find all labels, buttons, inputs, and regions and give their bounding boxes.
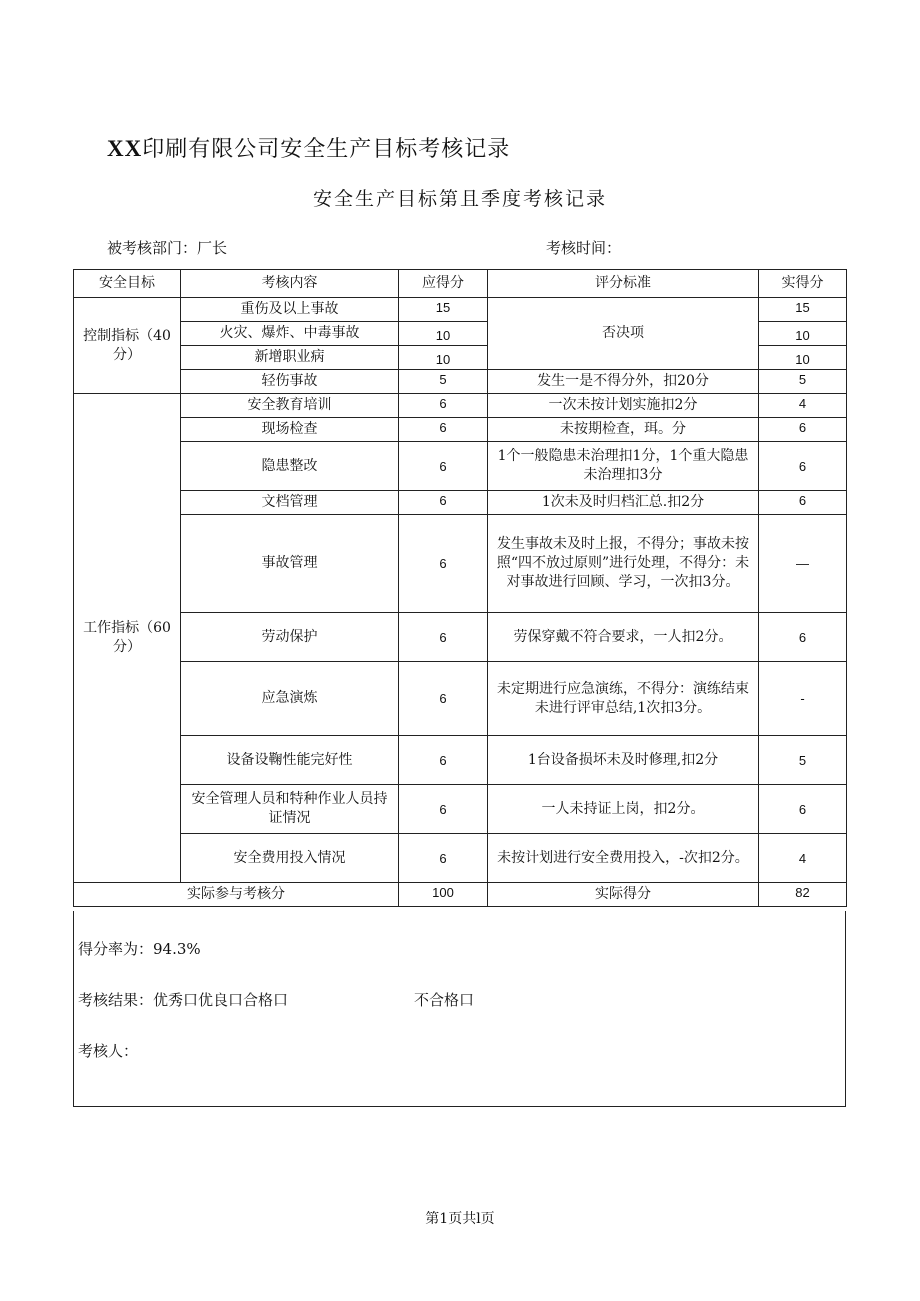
table-row [74,491,847,515]
table-row [74,785,847,834]
actual-score-cell: 5 [759,370,847,394]
table-row [74,370,847,394]
document-title [107,132,510,163]
assessment-result: 考核结果：优秀口优良口合格口 [78,991,289,1009]
due-score-cell: 15 [399,298,488,322]
actual-score-cell: 6 [759,491,847,515]
assessment-table [73,269,847,907]
table-row [74,515,847,613]
actual-score-cell: - [759,662,847,736]
content-cell: 火灾、爆炸、中毒事故 [181,322,399,346]
criteria-cell: 未按期检查，珥。分 [488,418,759,442]
company-name: XX [107,136,143,161]
due-score-cell: 6 [399,491,488,515]
table-row [74,662,847,736]
actual-score-cell: 6 [759,613,847,662]
header-cell: 安全目标 [74,270,181,298]
actual-score-cell: 6 [759,785,847,834]
assessment-time-label: 考核时间： [546,239,622,257]
content-cell: 劳动保护 [181,613,399,662]
actual-score-cell: 10 [759,322,847,346]
actual-score-cell: 5 [759,736,847,785]
due-score-cell: 6 [399,394,488,418]
work-category-cell: 工作指标（60分） [74,394,181,883]
due-score-cell: 6 [399,662,488,736]
due-score-cell: 6 [399,834,488,883]
content-cell: 文档管理 [181,491,399,515]
criteria-cell: 未按计划进行安全费用投入，-次扣2分。 [488,834,759,883]
table-row [74,613,847,662]
document-subtitle: 安全生产目标第且季度考核记录 [312,188,607,210]
table-row [74,394,847,418]
due-score-cell: 10 [399,322,488,346]
criteria-cell: 劳保穿戴不符合要求，一人扣2分。 [488,613,759,662]
content-cell: 重伤及以上事故 [181,298,399,322]
due-score-cell: 5 [399,370,488,394]
table-row [74,736,847,785]
criteria-cell: 1个一般隐患未治理扣1分，1个重大隐患未治理扣3分 [488,442,759,491]
content-cell: 轻伤事故 [181,370,399,394]
criteria-cell: 未定期进行应急演练，不得分：演练结束未进行评审总结,1次扣3分。 [488,662,759,736]
total-due-cell: 100 [399,883,488,907]
content-cell: 现场检查 [181,418,399,442]
criteria-cell: 一人未持证上岗，扣2分。 [488,785,759,834]
content-cell: 新增职业病 [181,346,399,370]
department-label: 被考核部门：厂长 [107,239,228,257]
actual-score-cell: 4 [759,834,847,883]
total-row [74,883,847,907]
content-cell: 应急演炼 [181,662,399,736]
actual-score-cell: 6 [759,442,847,491]
criteria-cell: 1次未及时归档汇总.扣2分 [488,491,759,515]
assessment-summary-box [73,911,846,1107]
criteria-cell: 否决项 [488,298,759,370]
due-score-cell: 6 [399,785,488,834]
score-rate: 得分率为：94.3% [78,940,201,958]
table-header-row [74,270,847,298]
due-score-cell: 6 [399,442,488,491]
actual-score-cell: — [759,515,847,613]
due-score-cell: 10 [399,346,488,370]
criteria-cell: 发生一是不得分外，扣20分 [488,370,759,394]
due-score-cell: 6 [399,515,488,613]
total-label-cell: 实际参与考核分 [74,883,399,907]
header-cell: 应得分 [399,270,488,298]
table-row [74,298,847,322]
header-cell: 实得分 [759,270,847,298]
table-row [74,834,847,883]
total-actual-label-cell: 实际得分 [488,883,759,907]
table-row [74,442,847,491]
due-score-cell: 6 [399,613,488,662]
content-cell: 安全管理人员和特种作业人员持证情况 [181,785,399,834]
criteria-cell: 一次未按计划实施扣2分 [488,394,759,418]
due-score-cell: 6 [399,736,488,785]
assessor-label: 考核人： [78,1042,139,1060]
content-cell: 隐患整改 [181,442,399,491]
content-cell: 安全费用投入情况 [181,834,399,883]
criteria-cell: 发生事故未及时上报，不得分；事故未按照“四不放过原则”进行处理，不得分：未对事故进行回顾、学习，一次扣3分。 [488,515,759,613]
header-cell: 考核内容 [181,270,399,298]
assessment-result-fail: 不合格口 [414,991,475,1009]
document-title-text: 印刷有限公司安全生产目标考核记录 [142,137,511,162]
actual-score-cell: 15 [759,298,847,322]
actual-score-cell: 10 [759,346,847,370]
content-cell: 设备设鞠性能完好性 [181,736,399,785]
actual-score-cell: 6 [759,418,847,442]
table-row [74,418,847,442]
criteria-cell: 1台设备损坏未及时修理,扣2分 [488,736,759,785]
page-number: 第1页共l页 [425,1211,495,1227]
content-cell: 安全教育培训 [181,394,399,418]
due-score-cell: 6 [399,418,488,442]
control-category-cell: 控制指标（40分） [74,298,181,394]
header-cell: 评分标准 [488,270,759,298]
content-cell: 事故管理 [181,515,399,613]
actual-score-cell: 4 [759,394,847,418]
total-actual-cell: 82 [759,883,847,907]
